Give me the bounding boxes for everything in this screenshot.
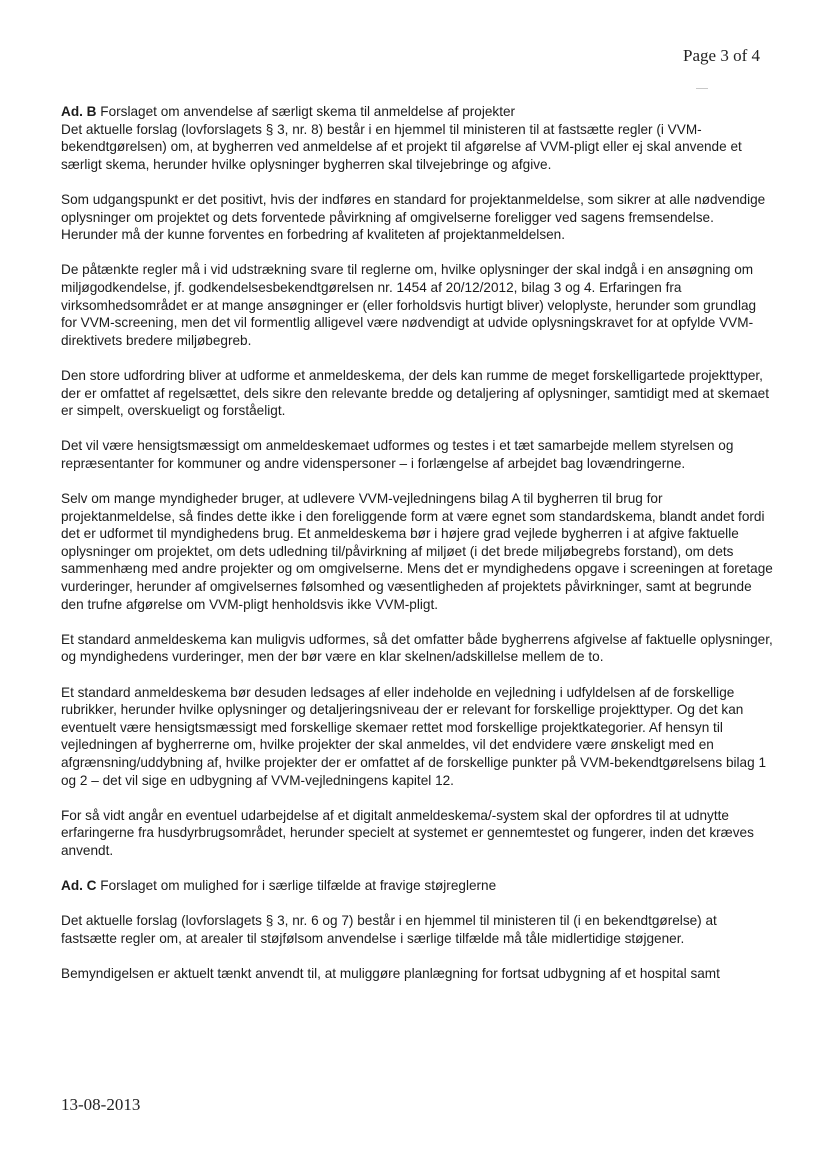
paragraph: Det aktuelle forslag (lovforslagets § 3, nr. 6 og 7) består i en hjemmel til ministeren til (i en bekendtgørelse) at fastsætte regler om, at arealer til støjfølsom anvendelse i særlige tilfælde må tåle midlertidige støjgener. (61, 913, 717, 946)
section-b-intro: Det aktuelle forslag (lovforslagets § 3, nr. 8) består i en hjemmel til ministeren til at fastsætte regler (i VVM-bekendtgørelsen) om, at bygherren ved anmeldelse af et projekt til afgørelse af VVM-pligt eller ej skal anvende et særligt skema, herunder hvilke oplysninger bygherren skal tilvejebringe og afgive. (61, 121, 742, 172)
section-b-title: Forslaget om anvendelse af særligt skema til anmeldelse af projekter (100, 104, 516, 119)
section-c-heading (61, 877, 773, 895)
scan-mark (696, 88, 708, 89)
document-body (61, 103, 773, 1000)
section-b-label: Ad. B (61, 104, 97, 119)
page-number: Page 3 of 4 (683, 46, 760, 65)
paragraph: Et standard anmeldeskema bør desuden ledsages af eller indeholde en vejledning i udfyldelsen af de forskellige rubrikker, herunder hvilke oplysninger og detaljeringsniveau der er relevant for forskellige projekttyper. Og det kan eventuelt være hensigtsmæssigt med forskellige skemaer rettet mod forskellige projektkategorier. Af hensyn til vejledningen af bygherrerne om, hvilke projekter der skal anmeldes, vil det endvidere være ønskeligt med en afgrænsning/uddybning af, hvilke projekter der er omfattet af de forskellige punkter på VVM-bekendtgørelsens bilag 1 og 2 – det vil sige en udbygning af VVM-vejledningens kapitel 12. (61, 684, 767, 788)
section-c-title: Forslaget om mulighed for i særlige tilfælde at fravige støjreglerne (100, 878, 497, 894)
paragraph: Det vil være hensigtsmæssigt om anmeldeskemaet udformes og testes i et tæt samarbejde mellem styrelsen og repræsentanter for kommuner og andre videnspersoner – i forlængelse af arbejdet bag lovændringerne. (61, 438, 734, 471)
paragraph: Den store udfordring bliver at udforme et anmeldeskema, der dels kan rumme de meget forskelligartede projekttyper, der er omfattet af regelsættet, dels sikre den relevante bredde og detaljering af oplysninger, samtidigt med at skemaet er simpelt, overskueligt og forståeligt. (61, 367, 770, 419)
section-c-label: Ad. C (61, 878, 97, 894)
paragraph: Som udgangspunkt er det positivt, hvis der indføres en standard for projektanmeldelse, som sikrer at alle nødvendige oplysninger om projektet og dets forventede påvirkning af omgivelserne foreligger ved sagens fremsendelse. Herunder må der kunne forventes en forbedring af kvaliteten af projektanmeldelsen. (61, 191, 766, 243)
paragraph: Et standard anmeldeskema kan muligvis udformes, så det omfatter både bygherrens afgivelse af faktuelle oplysninger, og myndighedens vurderinger, men der bør være en klar skelnen/adskillelse mellem de to. (61, 631, 773, 665)
paragraph: Selv om mange myndigheder bruger, at udlevere VVM-vejledningens bilag A til bygherren til brug for projektanmeldelse, så findes dette ikke i den foreliggende form at være egnet som standardskema, blandt andet fordi det er udformet til myndighedens brug. Et anmeldeskema bør i højere grad vejlede bygherren i at afgive faktuelle oplysninger om projektet, om dets udledning til/påvirkning af miljøet (i det brede miljøbegrebs forstand), om dets sammenhæng med andre projekter og om omgivelserne. Mens det er myndighedens opgave i screeningen at foretage vurderinger, herunder af omgivelsernes følsomhed og væsentligheden af projektets påvirkninger, samt at begrunde den trufne afgørelse om VVM-pligt henholdsvis ikke VVM-pligt. (61, 491, 773, 612)
section-b-heading (61, 103, 773, 121)
paragraph: De påtænkte regler må i vid udstrækning svare til reglerne om, hvilke oplysninger der skal indgå i en ansøgning om miljøgodkendelse, jf. godkendelsesbekendtgørelsen nr. 1454 af 20/12/2012, bilag 3 og 4. Erfaringen fra virksomhedsområdet er at mange ansøgninger er (eller forholdsvis hurtigt bliver) veloplyste, herunder som grundlag for VVM-screening, men det vil formentlig alligevel være nødvendigt at udvide oplysningskravet for at opfylde VVM-direktivets bredere miljøbegreb. (61, 262, 757, 348)
footer-date: 13-08-2013 (61, 1095, 141, 1114)
paragraph: Bemyndigelsen er aktuelt tænkt anvendt til, at muliggøre planlægning for fortsat udbygning af et hospital samt (61, 966, 720, 982)
paragraph: For så vidt angår en eventuel udarbejdelse af et digitalt anmeldeskema/-system skal der opfordres til at udnytte erfaringerne fra husdyrbrugsområdet, herunder specielt at systemet er gennemtestet og fungerer, inden det kræves anvendt. (61, 807, 754, 858)
